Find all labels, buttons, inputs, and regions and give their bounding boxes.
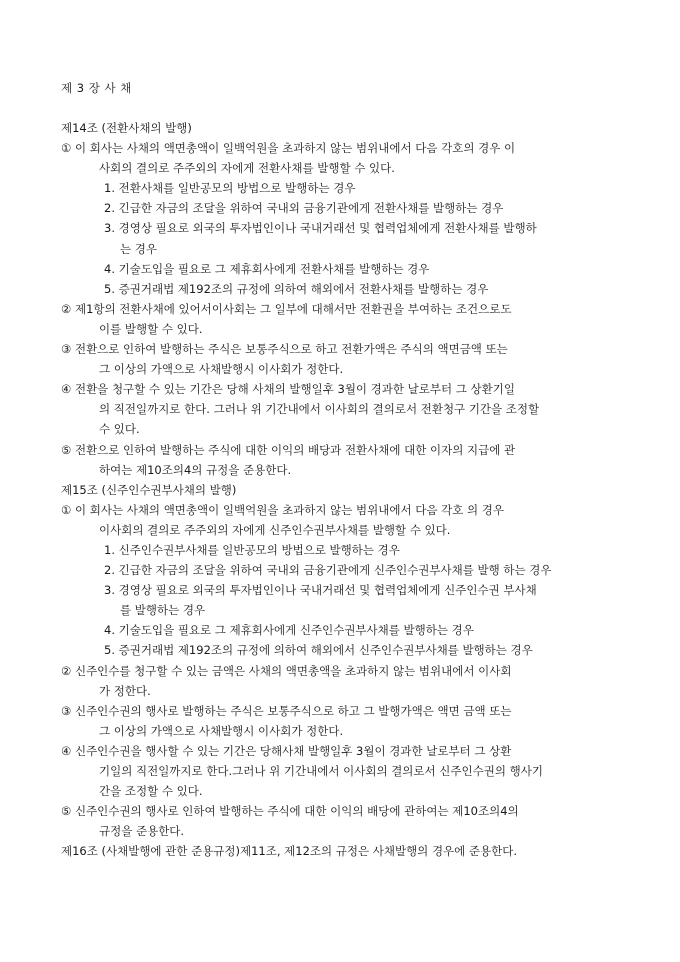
line-text: 제16조 (사채발행에 관한 준용규정)제11조, 제12조의 규정은 사채발행의 경우에 준용한다.: [61, 844, 518, 859]
line-text: ① 이 회사는 사채의 액면총액이 일백억원을 초과하지 않는 범위내에서 다음 각호 의 경우: [61, 502, 504, 517]
paragraph-line: [0, 661, 680, 681]
paragraph-line: [0, 138, 680, 158]
line-text: 의 직전일까지로 한다. 그러나 위 기간내에서 이사회의 결의로서 전환청구 기간을 조정할: [99, 402, 540, 417]
paragraph-line: [0, 440, 680, 460]
article-heading: [61, 841, 680, 861]
line-text: ④ 전환을 청구할 수 있는 기간은 당해 사채의 발행일후 3월이 경과한 날로부터 그 상환기일: [61, 382, 515, 397]
article-heading: [61, 480, 680, 500]
paragraph-line: [0, 339, 680, 359]
line-text: 를 발행하는 경우: [120, 603, 206, 618]
line-text: ⑤ 신주인수권의 행사로 인하여 발행하는 주식에 대한 이익의 배당에 관하여는 제10조의4의: [61, 804, 519, 819]
list-item: [104, 540, 680, 560]
line-text: 그 이상의 가액으로 사채발행시 이사회가 정한다.: [99, 362, 344, 377]
list-item: [104, 560, 680, 580]
paragraph-continuation: [99, 359, 680, 379]
line-text: 3. 경영상 필요로 외국의 투자법인이나 국내거래선 및 협력업체에게 신주인수권 부사채: [104, 583, 537, 598]
paragraph-continuation: [99, 319, 680, 339]
list-item: [104, 198, 680, 218]
line-text: 사회의 결의로 주주외의 자에게 전환사채를 발행할 수 있다.: [99, 161, 395, 176]
line-text: 1. 신주인수권부사채를 일반공모의 방법으로 발행하는 경우: [104, 542, 400, 557]
chapter-title: 제 3 장 사 채: [61, 81, 132, 95]
list-item: [104, 279, 680, 299]
paragraph-line: [0, 801, 680, 821]
paragraph-continuation: [99, 460, 680, 480]
paragraph-continuation: [99, 520, 680, 540]
list-item: [104, 640, 680, 660]
list-item: [104, 580, 680, 600]
line-text: 1. 전환사채를 일반공모의 방법으로 발행하는 경우: [104, 181, 356, 196]
paragraph-continuation: [99, 821, 680, 841]
line-text: ② 신주인수를 청구할 수 있는 금액은 사채의 액면총액을 초과하지 않는 범위내에서 이사회: [61, 663, 512, 678]
line-text: ② 제1항의 전환사채에 있어서이사회는 그 일부에 대해서만 전환권을 부여하는 조건으로도: [61, 301, 512, 316]
list-item-continuation: [120, 239, 680, 259]
line-text: 수 있다.: [99, 422, 140, 437]
line-text: 간을 조정할 수 있다.: [99, 784, 203, 799]
line-text: 3. 경영상 필요로 외국의 투자법인이나 국내거래선 및 협력업체에게 전환사채를 발행하: [104, 221, 537, 236]
paragraph-line: [0, 701, 680, 721]
list-item-continuation: [120, 600, 680, 620]
line-text: ⑤ 전환으로 인하여 발행하는 주식에 대한 이익의 배당과 전환사채에 대한 이자의 지급에 관: [61, 442, 516, 457]
line-text: 5. 증권거래법 제192조의 규정에 의하여 해외에서 전환사채를 발행하는 경우: [104, 281, 489, 296]
line-text: 하여는 제10조의4의 규정을 준용한다.: [99, 462, 292, 477]
line-text: 기일의 직전일까지로 한다.그러나 위 기간내에서 이사회의 결의로서 신주인수권의 행사기: [99, 764, 543, 778]
document-body: [0, 118, 680, 861]
line-text: 4. 기술도입을 필요로 그 제휴회사에게 전환사채를 발행하는 경우: [104, 261, 430, 276]
paragraph-continuation: [99, 761, 680, 781]
line-text: 이사회의 결의로 주주외의 자에게 신주인수권부사채를 발행할 수 있다.: [99, 522, 451, 537]
line-text: ③ 전환으로 인하여 발행하는 주식은 보통주식으로 하고 전환가액은 주식의 액면금액 또는: [61, 342, 508, 357]
article-heading: [61, 118, 680, 138]
line-text: 5. 증권거래법 제192조의 규정에 의하여 해외에서 신주인수권부사채를 발행하는 경우: [104, 643, 533, 658]
line-text: 규정을 준용한다.: [99, 824, 185, 839]
paragraph-continuation: [99, 721, 680, 741]
line-text: ③ 신주인수권의 행사로 발행하는 주식은 보통주식으로 하고 그 발행가액은 액면 금액 또는: [61, 703, 512, 718]
paragraph-line: [0, 741, 680, 761]
list-item: [104, 218, 680, 238]
line-text: 그 이상의 가액으로 사채발행시 이사회가 정한다.: [99, 723, 344, 738]
paragraph-line: [0, 500, 680, 520]
line-text: ④ 신주인수권을 행사할 수 있는 기간은 당해사채 발행일후 3월이 경과한 날로부터 그 상환: [61, 743, 512, 758]
line-text: 이를 발행할 수 있다.: [99, 321, 203, 336]
line-text: 2. 긴급한 자금의 조달을 위하여 국내외 금융기관에게 신주인수권부사채를 발행 하는 경우: [104, 563, 552, 578]
paragraph-continuation: [99, 399, 680, 419]
paragraph-continuation: [99, 781, 680, 801]
list-item: [104, 259, 680, 279]
line-text: 는 경우: [120, 241, 157, 256]
line-text: ① 이 회사는 사채의 액면총액이 일백억원을 초과하지 않는 범위내에서 다음 각호의 경우 이: [61, 141, 516, 156]
paragraph-line: [0, 379, 680, 399]
line-text: 가 정한다.: [99, 683, 151, 698]
paragraph-continuation: [99, 419, 680, 439]
paragraph-continuation: [99, 681, 680, 701]
paragraph-line: [0, 299, 680, 319]
list-item: [104, 620, 680, 640]
line-text: 제14조 (전환사채의 발행): [61, 121, 192, 135]
line-text: 4. 기술도입을 필요로 그 제휴회사에게 신주인수권부사채를 발행하는 경우: [104, 623, 474, 638]
line-text: 2. 긴급한 자금의 조달을 위하여 국내외 금융기관에게 전환사채를 발행하는 경우: [104, 201, 504, 216]
line-text: 제15조 (신주인수권부사채의 발행): [61, 482, 237, 497]
list-item: [104, 178, 680, 198]
paragraph-continuation: [99, 158, 680, 178]
